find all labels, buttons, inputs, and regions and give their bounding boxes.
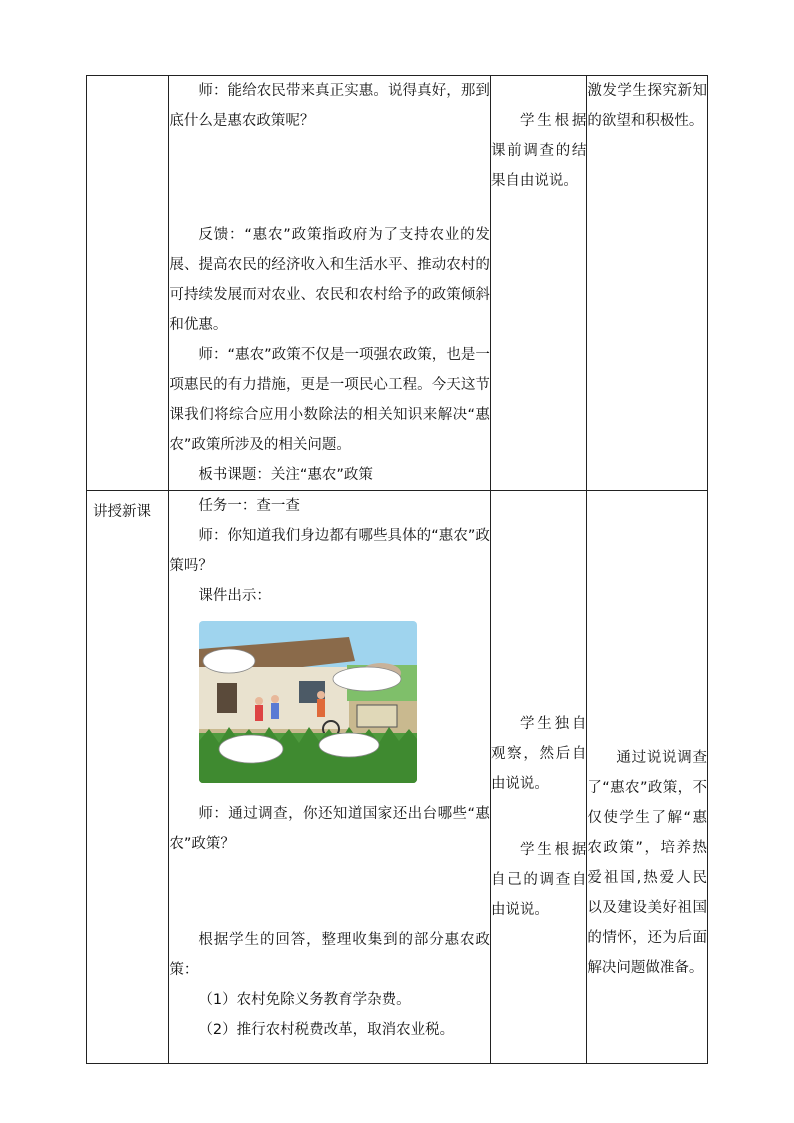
task-title: 任务一：查一查 (198, 498, 300, 514)
summary-line: 根据学生的回答，整理收集到的部分惠农政策： (169, 932, 490, 978)
courseware-label: 课件出示： (198, 588, 271, 604)
board-title-line: 板书课题：关注“惠农”政策 (198, 467, 373, 483)
teacher-line: 师：你知道我们身边都有哪些具体的“惠农”政策吗？ (169, 528, 490, 574)
student-activity-text: 学生根据自己的调查自由说说。 (490, 842, 587, 918)
teacher-line: 师：通过调查，你还知道国家还出台哪些“惠农”政策？ (169, 806, 490, 852)
teaching-process-cell (169, 76, 491, 491)
design-intent-cell (587, 491, 708, 1064)
student-activity-text: 学生独自观察，然后自由说说。 (490, 716, 587, 792)
student-activity-text: 学生根据课前调查的结果自由说说。 (490, 113, 587, 189)
policy-item: （1）农村免除义务教育学杂费。 (198, 992, 411, 1008)
design-intent-text: 通过说说调查了“惠农”政策，不仅使学生了解“惠农政策”，培养热爱祖国,热爱人民以及建设美好祖国的情怀，还为后面解决问题做准备。 (587, 750, 707, 976)
design-intent-text: 激发学生探究新知的欲望和积极性。 (587, 83, 707, 129)
lesson-plan-table (86, 75, 708, 1064)
stage-cell (87, 76, 169, 491)
teacher-line: 师：能给农民带来真正实惠。说得真好，那到底什么是惠农政策呢？ (169, 83, 490, 129)
teacher-line: 师：“惠农”政策不仅是一项强农政策，也是一项惠民的有力措施，更是一项民心工程。今天这节课我们将综合应用小数除法的相关知识来解决“惠农”政策所涉及的相关问题。 (169, 347, 490, 453)
student-activity-cell (490, 491, 586, 1064)
stage-label: 讲授新课 (93, 504, 151, 520)
courseware-illustration (199, 621, 417, 783)
design-intent-cell (587, 76, 708, 491)
teaching-process-cell (169, 491, 491, 1064)
feedback-paragraph: 反馈：“惠农”政策指政府为了支持农业的发展、提高农民的经济收入和生活水平、推动农村的可持续发展而对农业、农民和农村给予的政策倾斜和优惠。 (169, 227, 490, 333)
stage-cell (87, 491, 169, 1064)
policy-item: （2）推行农村税费改革，取消农业税。 (198, 1022, 455, 1038)
table-row (87, 76, 708, 491)
table-row (87, 491, 708, 1064)
student-activity-cell (490, 76, 586, 491)
